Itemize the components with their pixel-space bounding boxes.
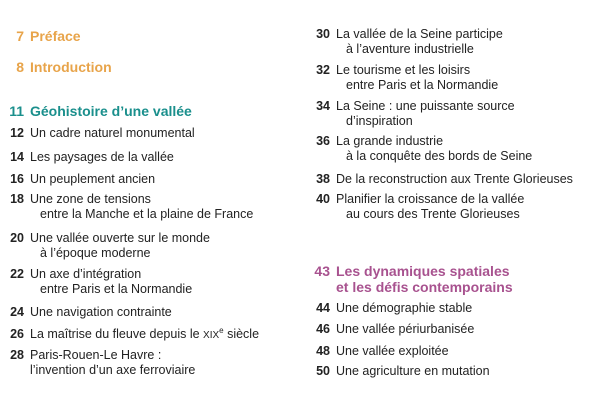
- page-number: 30: [316, 27, 330, 41]
- section-subtitle: et les défis contemporains: [336, 279, 513, 295]
- page-number: 36: [316, 134, 330, 148]
- page-number: 26: [10, 327, 24, 341]
- section-title: Les dynamiques spatiales: [336, 263, 510, 279]
- page-number: 48: [316, 344, 330, 358]
- entry-title: Une agriculture en mutation: [336, 364, 490, 378]
- section-title: Géohistoire d’une vallée: [30, 103, 192, 119]
- entry-title: Les paysages de la vallée: [30, 150, 174, 164]
- page-number: 8: [16, 59, 24, 75]
- entry-title: Introduction: [30, 59, 112, 75]
- entry-subtitle: d’inspiration: [346, 114, 413, 128]
- entry-title: Planifier la croissance de la vallée: [336, 192, 525, 206]
- entry-title: Paris-Rouen-Le Havre :: [30, 348, 162, 362]
- entry-title: Le tourisme et les loisirs: [336, 63, 471, 77]
- entry-title: De la reconstruction aux Trente Glorieuses: [336, 172, 573, 186]
- superscript: e: [219, 325, 224, 335]
- entry-subtitle: à l’aventure industrielle: [346, 42, 474, 56]
- entry-subtitle: l’invention d’un axe ferroviaire: [30, 363, 196, 377]
- entry-title: Une vallée exploitée: [336, 344, 449, 358]
- roman-century: XIX: [203, 330, 220, 341]
- page-number: 46: [316, 322, 330, 336]
- entry-title: La grande industrie: [336, 134, 444, 148]
- entry-title: Une navigation contrainte: [30, 305, 172, 319]
- page-number: 18: [10, 192, 24, 206]
- entry-subtitle: entre Paris et la Normandie: [346, 78, 499, 92]
- entry-title: La Seine : une puissante source: [336, 99, 515, 113]
- page-number: 32: [316, 63, 330, 77]
- entry-subtitle: à la conquête des bords de Seine: [346, 149, 533, 163]
- page-number: 24: [10, 305, 24, 319]
- page-number: 12: [10, 126, 24, 140]
- page-number: 11: [9, 103, 24, 119]
- page-number: 20: [10, 231, 24, 245]
- entry-title: Un axe d’intégration: [30, 267, 142, 281]
- page-number: 28: [10, 348, 24, 362]
- page-number: 14: [10, 150, 24, 164]
- entry-subtitle: entre la Manche et la plaine de France: [40, 207, 254, 221]
- entry-title: Un cadre naturel monumental: [30, 126, 195, 140]
- entry-subtitle: au cours des Trente Glorieuses: [346, 207, 520, 221]
- page-number: 34: [316, 99, 330, 113]
- page-number: 22: [10, 267, 24, 281]
- page-number: 40: [316, 192, 330, 206]
- entry-subtitle: à l’époque moderne: [40, 246, 151, 260]
- page-number: 7: [16, 28, 24, 44]
- page-number: 43: [314, 263, 330, 279]
- entry-title: Un peuplement ancien: [30, 172, 156, 186]
- entry-title: Une démographie stable: [336, 301, 473, 315]
- entry-title: Une zone de tensions: [30, 192, 151, 206]
- page-number: 38: [316, 172, 330, 186]
- entry-title: Une vallée ouverte sur le monde: [30, 231, 210, 245]
- entry-title: La maîtrise du fleuve depuis le XIXe siècle: [30, 325, 260, 341]
- entry-title: La vallée de la Seine participe: [336, 27, 503, 41]
- page-number: 44: [316, 301, 330, 315]
- page-number: 16: [10, 172, 24, 186]
- entry-subtitle: entre Paris et la Normandie: [40, 282, 193, 296]
- entry-title: Une vallée périurbanisée: [336, 322, 475, 336]
- page-number: 50: [316, 364, 330, 378]
- entry-title: Préface: [30, 28, 81, 44]
